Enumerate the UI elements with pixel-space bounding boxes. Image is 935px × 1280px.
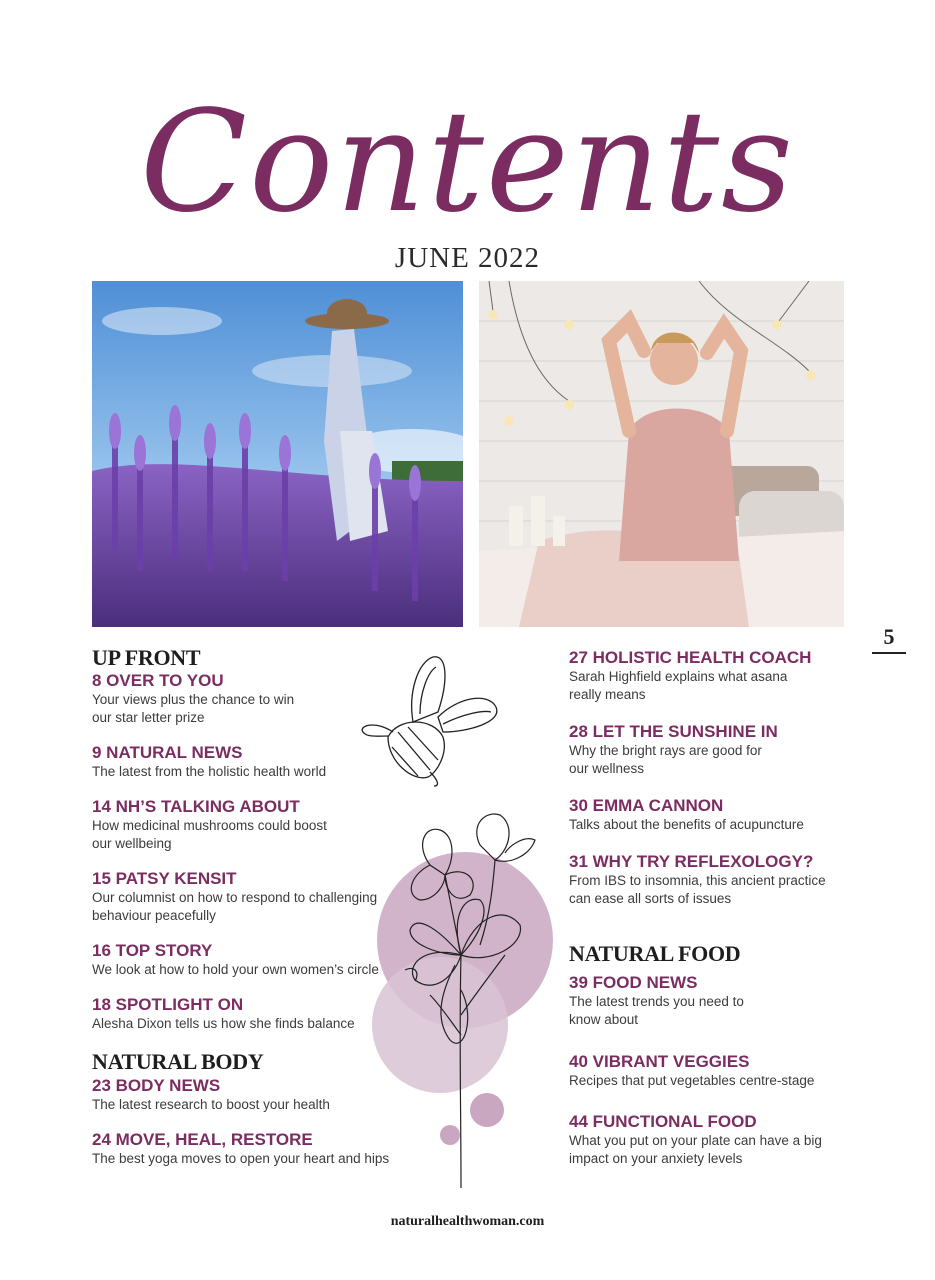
entry-description: Recipes that put vegetables centre-stage [569, 1073, 815, 1088]
entry-description: Your views plus the chance to win our star letter prize [92, 692, 295, 725]
entry-description: The latest research to boost your health [92, 1097, 330, 1112]
entry-title: 18 SPOTLIGHT ON [92, 995, 244, 1014]
entry-description: Sarah Highfield explains what asana really means [569, 669, 788, 702]
toc-entry[interactable] [569, 972, 869, 1029]
entry-description: We look at how to hold your own women’s circle [92, 962, 379, 977]
entry-title: 9 NATURAL NEWS [92, 743, 243, 762]
toc-entry[interactable] [92, 1129, 392, 1168]
entry-title: 44 FUNCTIONAL FOOD [569, 1112, 757, 1131]
entry-title: 30 EMMA CANNON [569, 796, 724, 815]
entry-title: 8 OVER TO YOU [92, 671, 224, 690]
toc-entry[interactable] [569, 1051, 869, 1090]
section-heading-natural-food: NATURAL FOOD [569, 941, 741, 966]
entry-description: The latest trends you need to know about [569, 994, 744, 1027]
entry-title: 28 LET THE SUNSHINE IN [569, 722, 778, 741]
entry-title: 31 WHY TRY REFLEXOLOGY? [569, 852, 814, 871]
toc-entry[interactable] [92, 742, 392, 781]
entry-title: 24 MOVE, HEAL, RESTORE [92, 1130, 313, 1149]
entry-title: 14 NH’S TALKING ABOUT [92, 797, 300, 816]
issue-date: JUNE 2022 [394, 242, 541, 274]
bedroom-woman-photo [479, 281, 844, 627]
page-title: Contents [140, 81, 795, 244]
entry-title: 15 PATSY KENSIT [92, 869, 237, 888]
section-heading-natural-body: NATURAL BODY [92, 1049, 264, 1074]
entry-description: What you put on your plate can have a big impact on your anxiety levels [569, 1133, 822, 1166]
entry-title: 40 VIBRANT VEGGIES [569, 1052, 750, 1071]
website-link[interactable]: naturalhealthwoman.com [390, 1214, 545, 1229]
toc-entry[interactable] [92, 868, 392, 925]
entry-description: Talks about the benefits of acupuncture [569, 817, 804, 832]
toc-entry[interactable] [92, 940, 392, 979]
toc-entry[interactable] [569, 721, 869, 778]
entry-description: Our columnist on how to respond to challenging behaviour peacefully [92, 890, 378, 923]
entry-description: Alesha Dixon tells us how she finds balance [92, 1016, 355, 1031]
toc-entry[interactable] [569, 851, 869, 908]
entry-title: 16 TOP STORY [92, 941, 213, 960]
entry-description: How medicinal mushrooms could boost our wellbeing [92, 818, 327, 851]
entry-description: From IBS to insomnia, this ancient practice can ease all sorts of issues [569, 873, 826, 906]
entry-description: The best yoga moves to open your heart and hips [92, 1151, 390, 1166]
section-heading-up-front: UP FRONT [92, 645, 201, 670]
toc-entry[interactable] [569, 795, 869, 834]
entry-title: 27 HOLISTIC HEALTH COACH [569, 648, 812, 667]
entry-title: 23 BODY NEWS [92, 1076, 221, 1095]
toc-entry[interactable] [92, 670, 392, 727]
toc-entry[interactable] [92, 994, 392, 1033]
page-number-rule [872, 652, 906, 654]
entry-description: The latest from the holistic health world [92, 764, 327, 779]
flower-illustration [395, 805, 545, 1190]
toc-entry[interactable] [92, 1075, 392, 1114]
toc-entry[interactable] [569, 647, 869, 704]
entry-description: Why the bright rays are good for our wellness [569, 743, 762, 776]
toc-entry[interactable] [569, 1111, 869, 1168]
lavender-field-photo [92, 281, 463, 627]
entry-title: 39 FOOD NEWS [569, 973, 698, 992]
toc-entry[interactable] [92, 796, 392, 853]
page-number: 5 [883, 624, 895, 649]
